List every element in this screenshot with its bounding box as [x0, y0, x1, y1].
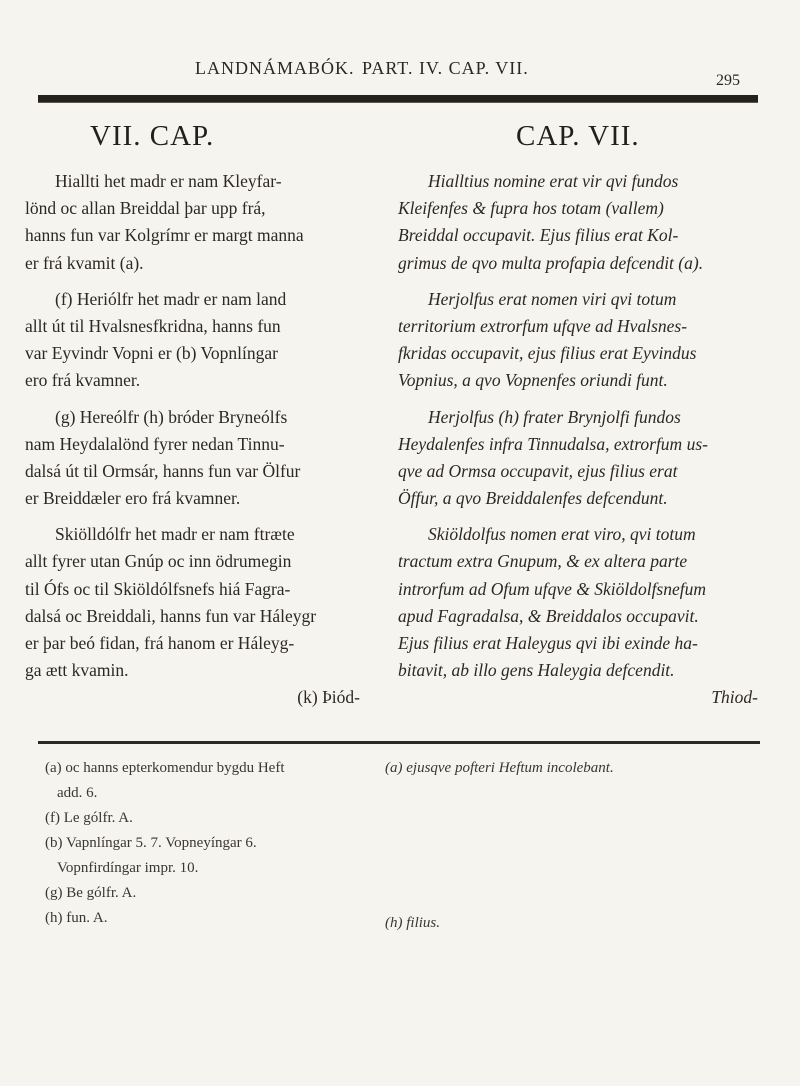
footnote-rule — [38, 741, 760, 744]
footnote: add. 6. — [57, 785, 98, 801]
footnote: (f) Le gólfr. A. — [45, 810, 133, 826]
text-line: territorium extrorfum ufqve ad Hvalsnes- — [398, 315, 688, 336]
text-line: Vopnius, a qvo Vopnenfes oriundi funt. — [398, 370, 668, 391]
text-line: Skiölldólfr het madr er nam ftræte — [55, 524, 295, 545]
text-line: Hialltius nomine erat vir qvi fundos — [428, 171, 679, 191]
chapter-heading-icelandic: VII. CAP. — [90, 120, 215, 152]
book-title: LANDNÁMABÓK. — [195, 58, 355, 78]
text-line: Kleifenfes & fupra hos totam (vallem) — [398, 198, 664, 219]
text-line: qve ad Ormsa occupavit, ejus filius erat — [398, 460, 678, 481]
text-line: Herjolfus erat nomen viri qvi totum — [428, 288, 677, 309]
text-line: Ejus filius erat Haleygus qvi ibi exinde ha- — [398, 633, 698, 653]
text-line: Herjolfus (h) frater Brynjolfi fundos — [428, 406, 681, 427]
footnotes-latin — [385, 756, 745, 936]
text-line: til Ófs oc til Skiöldólfsnefs hiá Fagra- — [25, 578, 291, 599]
footnote: (h) fun. A. — [45, 910, 108, 926]
text-line: dalsá út til Ormsár, hanns fun var Ölfur — [25, 460, 301, 481]
text-line: Skiöldolfus nomen erat viro, qvi totum — [428, 524, 696, 545]
footnote: (h) filius. — [385, 915, 440, 931]
footnote: (a) ejusqve pofteri Heftum incolebant. — [385, 760, 614, 776]
text-line: introrfum ad Ofum ufqve & Skiöldolfsnefum — [398, 578, 707, 599]
catchword: (k) Þiód- — [297, 687, 360, 708]
header-rule — [38, 95, 758, 103]
text-line: ero frá kvamner. — [25, 370, 141, 391]
text-line: bitavit, ab illo gens Haleygia defcendit. — [398, 660, 675, 681]
page-number: 295 — [716, 72, 740, 89]
latin-text-column — [398, 168, 758, 712]
icelandic-text-column — [25, 168, 360, 712]
chapter-heading-latin: CAP. VII. — [516, 120, 640, 152]
text-line: Heydalenfes infra Tinnudalsa, extrorfum us- — [398, 433, 708, 454]
text-line: er frá kvamit (a). — [25, 252, 144, 273]
text-line: fkridas occupavit, ejus filius erat Eyvindus — [398, 343, 697, 364]
footnote: (b) Vapnlíngar 5. 7. Vopneyíngar 6. — [45, 835, 257, 851]
text-line: apud Fagradalsa, & Breiddalos occupavit. — [398, 605, 699, 626]
text-line: grimus de qvo multa profapia defcendit (a). — [398, 252, 704, 273]
catchword: Thiod- — [711, 687, 758, 708]
text-line: lönd oc allan Breiddal þar upp frá, — [25, 198, 266, 219]
text-line: dalsá oc Breiddali, hanns fun var Háleygr — [25, 605, 317, 626]
text-line: var Eyvindr Vopni er (b) Vopnlíngar — [25, 343, 278, 364]
text-line: tractum extra Gnupum, & ex altera parte — [398, 551, 688, 572]
text-line: er Breiddæler ero frá kvamner. — [25, 488, 241, 509]
text-line: Öffur, a qvo Breiddalenfes defcendunt. — [398, 488, 668, 509]
text-line: (f) Heriólfr het madr er nam land — [55, 288, 287, 309]
text-line: allt út til Hvalsnesfkridna, hanns fun — [25, 315, 281, 336]
footnote: (g) Be gólfr. A. — [45, 885, 137, 901]
text-line: hanns fun var Kolgrímr er margt manna — [25, 225, 304, 246]
footnote: Vopnfirdíngar impr. 10. — [57, 860, 199, 876]
text-line: nam Heydalalönd fyrer nedan Tinnu- — [25, 433, 285, 454]
part-chapter-label: PART. IV. CAP. VII. — [362, 58, 529, 78]
text-line: Breiddal occupavit. Ejus filius erat Kol- — [398, 225, 679, 246]
footnote: (a) oc hanns epterkomendur bygdu Heft — [45, 760, 285, 776]
text-line: er þar beó fidan, frá hanom er Háleyg- — [25, 633, 295, 653]
text-line: ga ætt kvamin. — [25, 660, 129, 681]
text-line: Hiallti het madr er nam Kleyfar- — [55, 171, 282, 191]
footnotes-icelandic — [45, 756, 365, 931]
text-line: (g) Hereólfr (h) bróder Bryneólfs — [55, 406, 288, 427]
text-line: allt fyrer utan Gnúp oc inn ödrumegin — [25, 551, 292, 572]
